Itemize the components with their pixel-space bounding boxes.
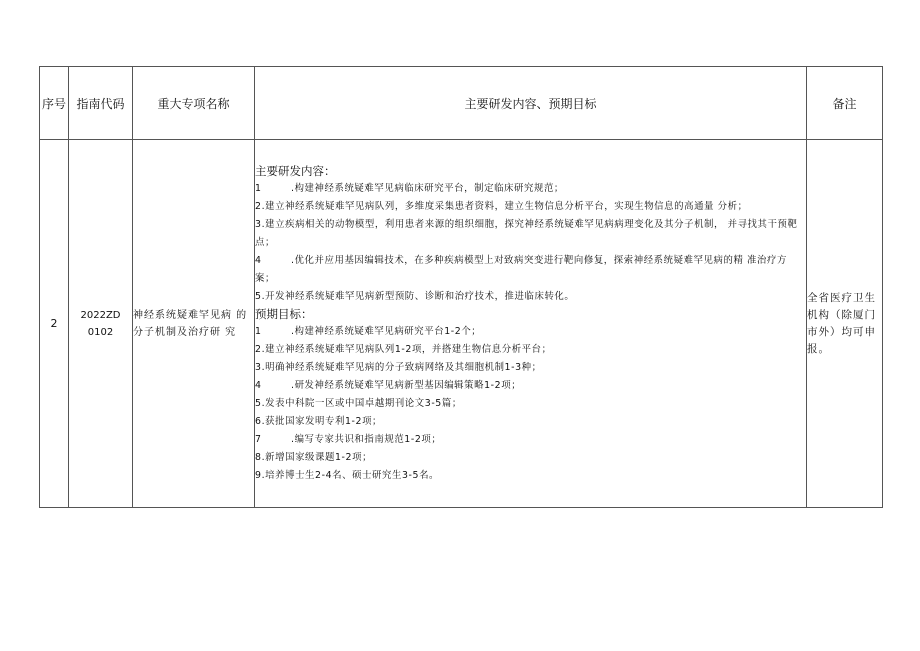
- header-index: 序号: [40, 67, 69, 140]
- expected-goal-item-number: 1: [255, 325, 262, 337]
- research-content-item-number: 3.: [255, 218, 266, 230]
- research-content-item-number: 4: [255, 254, 262, 266]
- expected-goals-list: [255, 323, 806, 485]
- note: 全省医疗卫生机构（除厦门市外）均可申报。: [807, 140, 883, 508]
- expected-goal-item: [255, 395, 806, 413]
- research-content-item-text: 建立神经系统疑难罕见病队列，多维度采集患者资料，建立生物信息分析平台，实现生物信息的高通量 分析；: [265, 200, 748, 212]
- expected-goal-item: [255, 323, 806, 341]
- research-content-item: [255, 216, 806, 252]
- research-content-title: 主要研发内容：: [255, 163, 336, 178]
- header-note: 备注: [807, 67, 883, 140]
- expected-goal-item: [255, 341, 806, 359]
- research-content-item-number: 5.: [255, 290, 266, 302]
- expected-goal-item: [255, 467, 806, 485]
- header-code: 指南代码: [69, 67, 133, 140]
- expected-goal-item-text: 获批国家发明专利1-2项；: [265, 415, 383, 427]
- research-content-item-text: .构建神经系统疑难罕见病临床研究平台，制定临床研究规范；: [291, 182, 564, 194]
- content-cell: [255, 140, 807, 508]
- research-content-item-number: 2.: [255, 200, 266, 212]
- header-content: 主要研发内容、预期目标: [255, 67, 807, 140]
- guide-code-line2: 0102: [87, 326, 114, 338]
- expected-goal-item-text: 培养博士生2-4名、硕士研究生3-5名。: [265, 469, 440, 481]
- expected-goal-item: [255, 359, 806, 377]
- expected-goal-item: [255, 449, 806, 467]
- expected-goal-item-text: .编写专家共识和指南规范1-2项；: [291, 433, 442, 445]
- research-content-item: [255, 198, 806, 216]
- project-table: [39, 66, 883, 508]
- expected-goal-item-text: .构建神经系统疑难罕见病研究平台1-2个；: [291, 325, 482, 337]
- research-content-item-number: 1: [255, 182, 262, 194]
- research-content-item: [255, 180, 806, 198]
- expected-goal-item: [255, 431, 806, 449]
- expected-goal-item-number: 8.: [255, 451, 266, 463]
- row-index: 2: [40, 140, 69, 508]
- expected-goal-item-text: 发表中科院一区或中国卓越期刊论文3-5篇；: [265, 397, 462, 409]
- expected-goal-item-number: 9.: [255, 469, 266, 481]
- research-content-item-text: 建立疾病相关的动物模型，利用患者来源的组织细胞，探究神经系统疑难罕见病病理变化及其分子机制， 并寻找其干预靶点；: [255, 218, 798, 248]
- guide-code: [69, 140, 133, 508]
- expected-goal-item-number: 2.: [255, 343, 266, 355]
- project-name: 神经系统疑难罕见病 的分子机制及治疗研 究: [133, 140, 255, 508]
- expected-goal-item-text: .研发神经系统疑难罕见病新型基因编辑策略1-2项；: [291, 379, 522, 391]
- expected-goal-item-number: 7: [255, 433, 262, 445]
- expected-goal-item-text: 建立神经系统疑难罕见病队列1-2项，并搭建生物信息分析平台；: [265, 343, 552, 355]
- header-project-name: 重大专项名称: [133, 67, 255, 140]
- research-content-item: [255, 288, 806, 306]
- research-content-item-text: .优化并应用基因编辑技术，在多种疾病模型上对致病突变进行靶向修复，探索神经系统疑难罕见病的精 准治疗方案；: [255, 254, 787, 284]
- expected-goal-item-number: 3.: [255, 361, 266, 373]
- guide-code-line1: 2022ZD: [80, 309, 121, 321]
- research-content-item: [255, 252, 806, 288]
- expected-goal-item-text: 新增国家级课题1-2项；: [265, 451, 373, 463]
- expected-goal-item-number: 6.: [255, 415, 266, 427]
- header-row: [40, 67, 883, 140]
- expected-goal-item-number: 5.: [255, 397, 266, 409]
- expected-goal-item: [255, 377, 806, 395]
- expected-goal-item-number: 4: [255, 379, 262, 391]
- research-content-item-text: 开发神经系统疑难罕见病新型预防、诊断和治疗技术，推进临床转化。: [265, 290, 575, 302]
- research-content-list: [255, 180, 806, 306]
- expected-goal-item-text: 明确神经系统疑难罕见病的分子致病网络及其细胞机制1-3种；: [265, 361, 542, 373]
- expected-goal-item: [255, 413, 806, 431]
- expected-goals-title: 预期目标：: [255, 306, 313, 321]
- table-row: [40, 140, 883, 508]
